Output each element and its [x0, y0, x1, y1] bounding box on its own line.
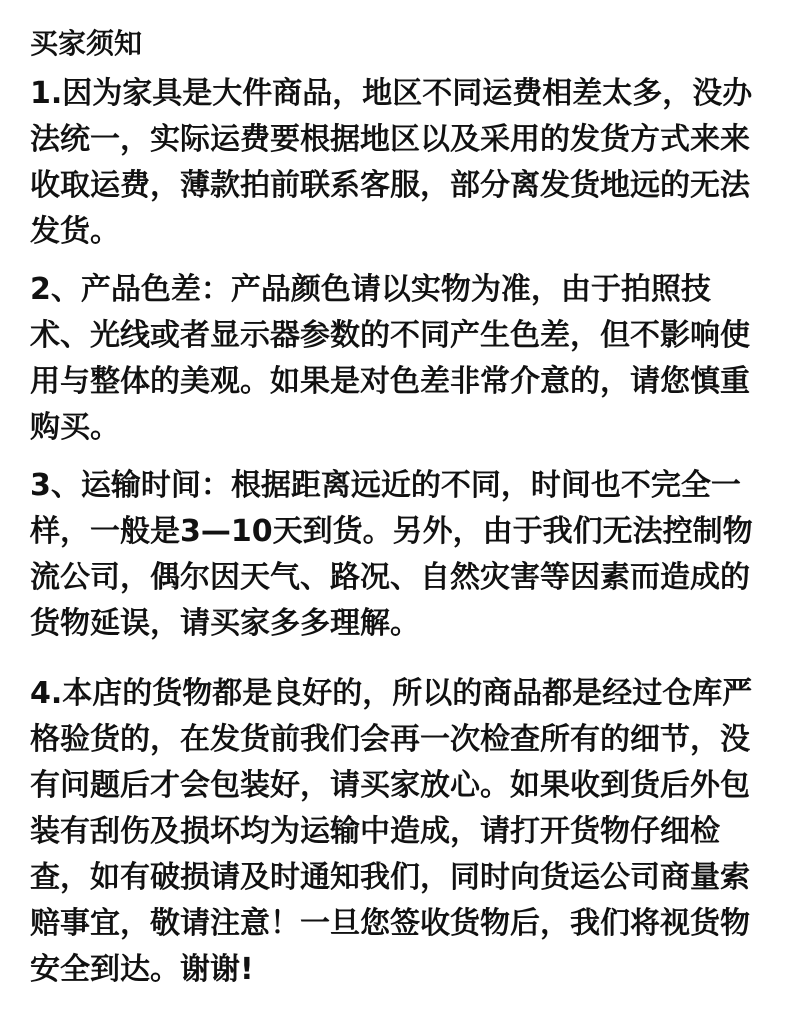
section-3-line-1: 3、运输时间：根据距离远近的不同，时间也不完全一 — [30, 468, 741, 503]
section-1-line-4: 发货。 — [30, 214, 120, 249]
section-4-line-4: 装有刮伤及损坏均为运输中造成，请打开货物仔细检 — [30, 814, 720, 849]
section-4-line-5: 查，如有破损请及时通知我们，同时向货运公司商量索 — [30, 860, 750, 895]
section-4-line-3: 有问题后才会包装好，请买家放心。如果收到货后外包 — [30, 768, 750, 803]
section-2-line-2: 术、光线或者显示器参数的不同产生色差，但不影响使 — [30, 318, 750, 353]
section-3-line-4: 货物延误，请买家多多理解。 — [30, 606, 420, 641]
section-4-line-7: 安全到达。谢谢! — [30, 952, 254, 987]
section-1-line-2: 法统一，实际运费要根据地区以及采用的发货方式来来 — [30, 122, 750, 157]
section-1-line-1: 1.因为家具是大件商品，地区不同运费相差太多，没办 — [30, 76, 753, 111]
section-3-line-2: 样，一般是3—10天到货。另外，由于我们无法控制物 — [30, 514, 753, 549]
section-2-line-3: 用与整体的美观。如果是对色差非常介意的，请您慎重 — [30, 364, 750, 399]
section-4-line-1: 4.本店的货物都是良好的，所以的商品都是经过仓库严 — [30, 676, 753, 711]
section-4-line-2: 格验货的，在发货前我们会再一次检查所有的细节，没 — [30, 722, 750, 757]
section-2-line-1: 2、产品色差：产品颜色请以实物为准，由于拍照技 — [30, 272, 711, 307]
notice-title: 买家须知 — [30, 27, 143, 60]
section-3-line-3: 流公司，偶尔因天气、路况、自然灾害等因素而造成的 — [30, 560, 750, 595]
section-2-line-4: 购买。 — [30, 410, 120, 445]
section-4-line-6: 赔事宜，敬请注意！一旦您签收货物后，我们将视货物 — [30, 906, 750, 941]
section-1-line-3: 收取运费，薄款拍前联系客服，部分离发货地远的无法 — [30, 168, 750, 203]
